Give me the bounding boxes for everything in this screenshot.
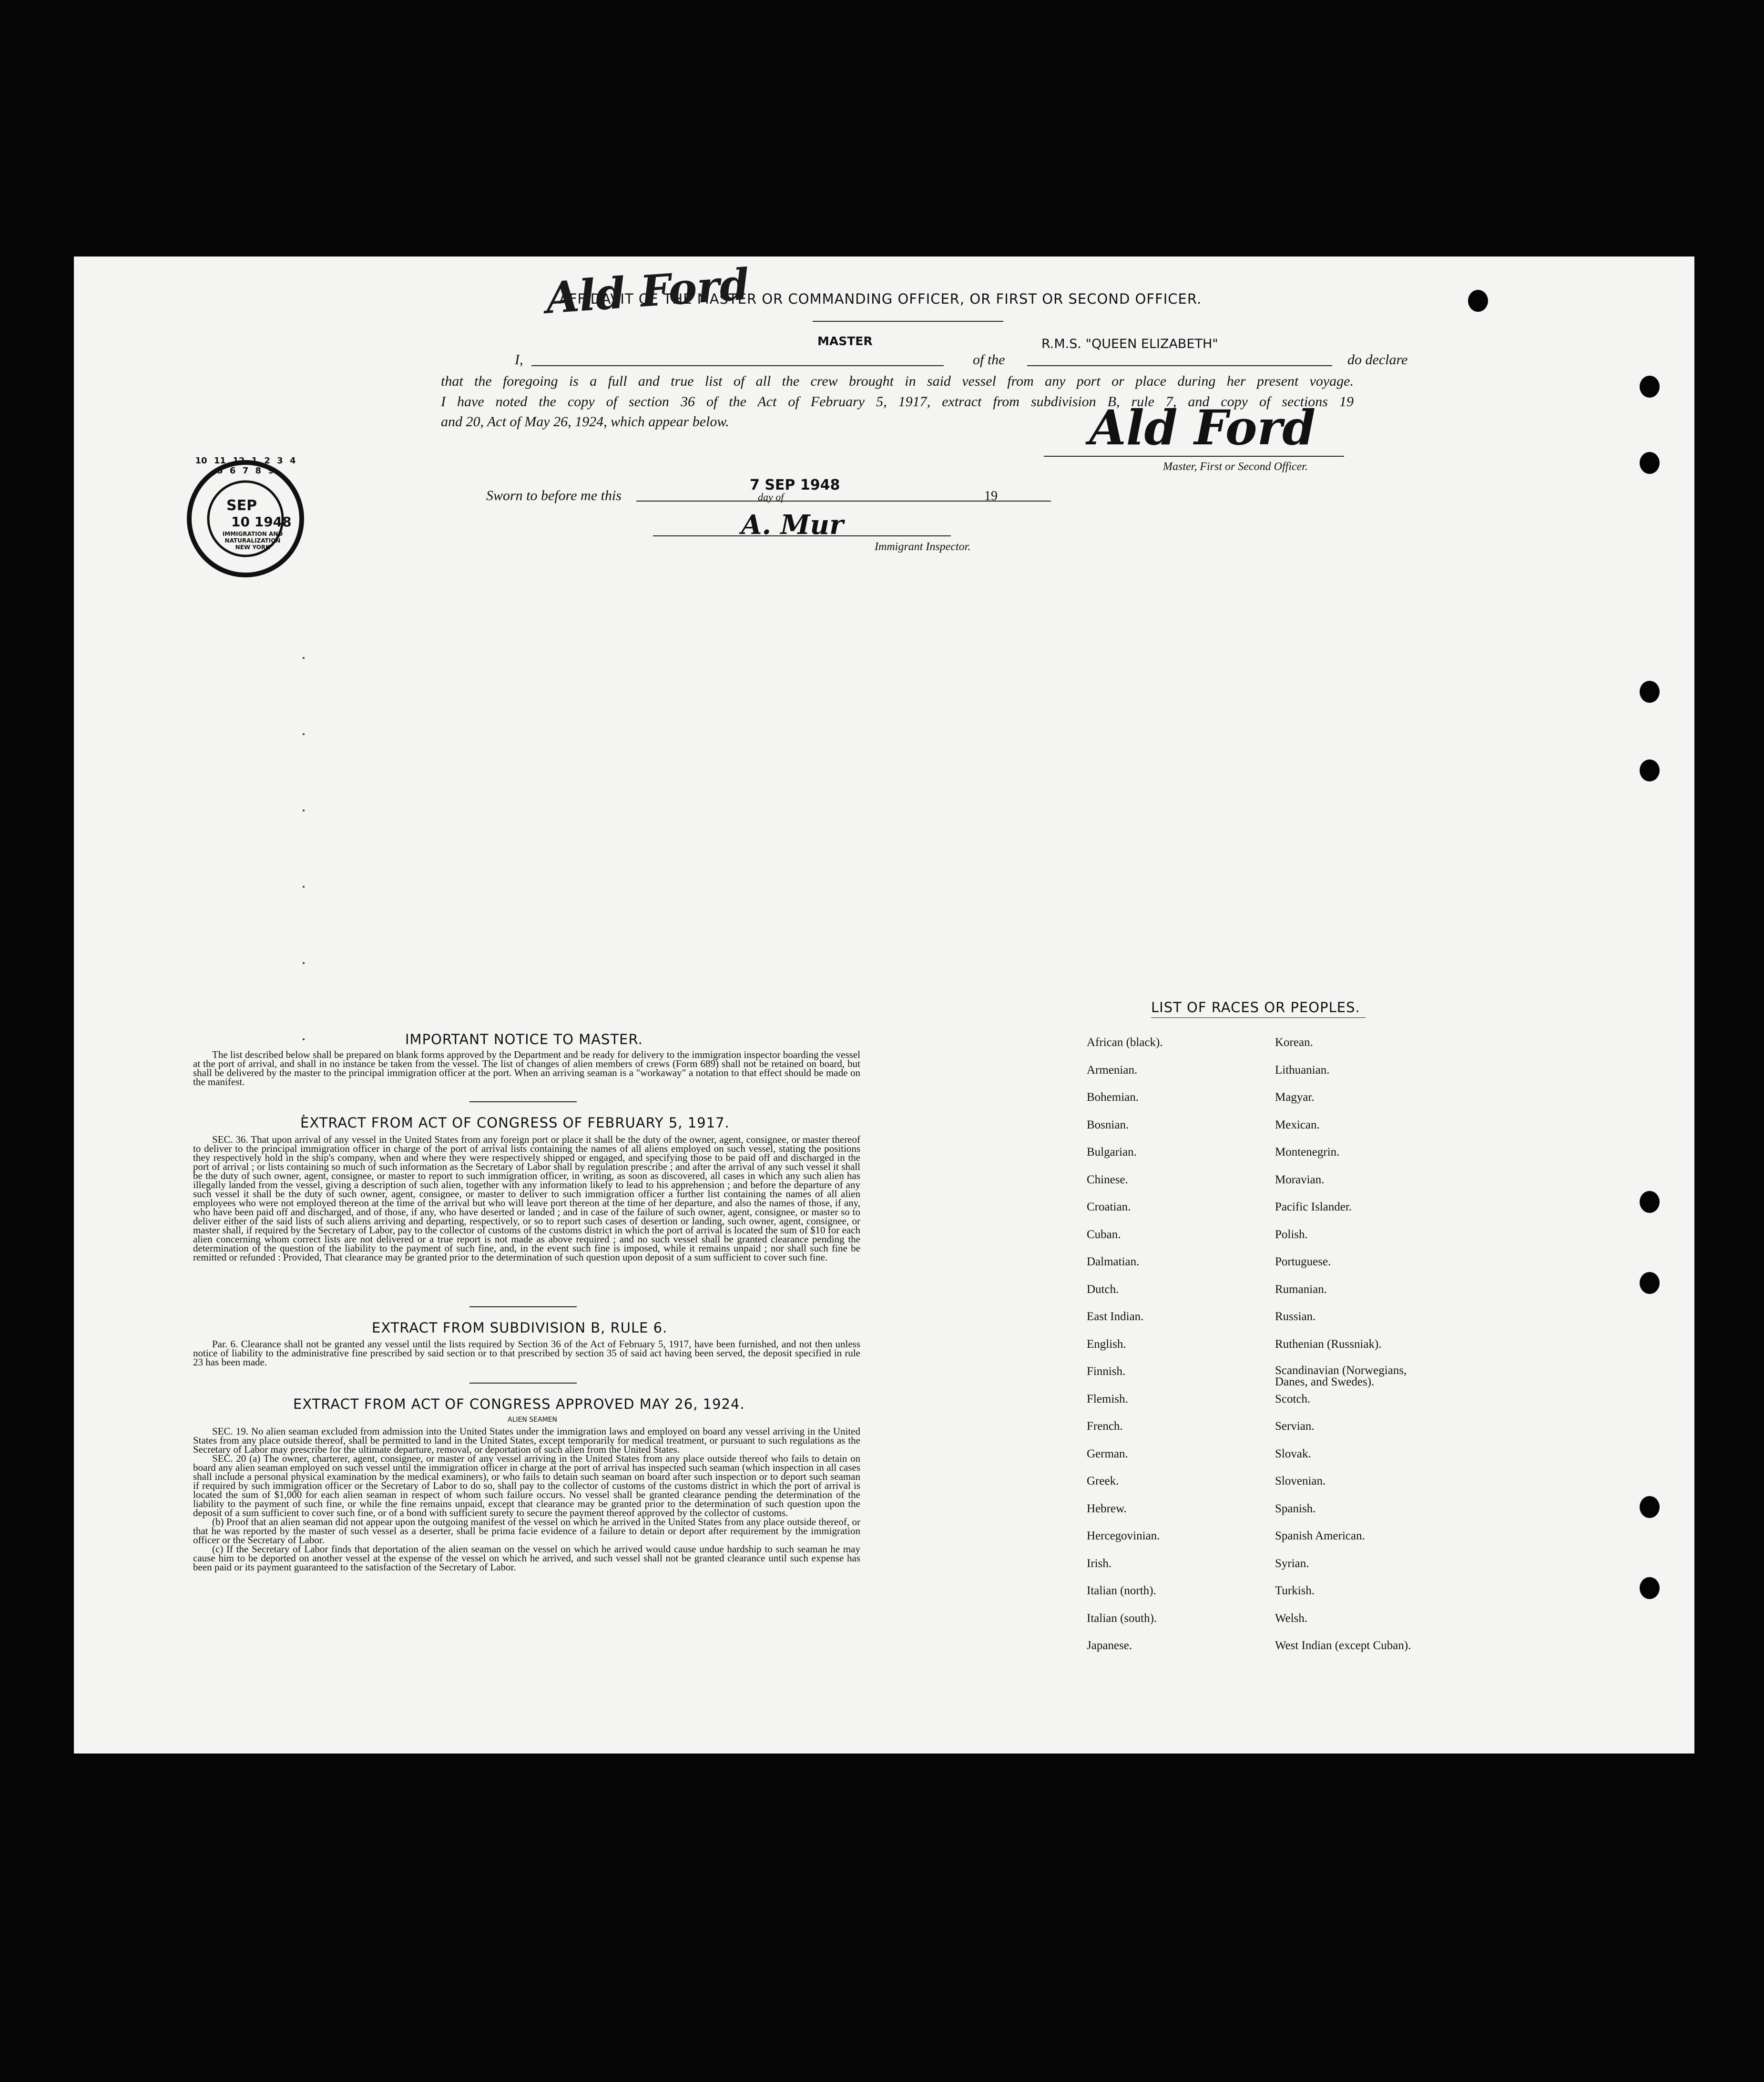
stamp-month: SEP	[226, 497, 257, 514]
do-declare-label: do declare	[1347, 352, 1408, 368]
affidavit-i: I,	[515, 352, 523, 368]
inspector-line	[653, 535, 951, 536]
race-item: Rumanian.	[1275, 1282, 1327, 1296]
stamp-number: 1	[251, 456, 258, 466]
race-item: Portuguese.	[1275, 1255, 1331, 1268]
punch-hole	[1640, 1272, 1660, 1294]
race-item: Bulgarian.	[1087, 1146, 1137, 1159]
races-title: LIST OF RACES OR PEOPLES.	[1151, 999, 1360, 1015]
extract-1924-p2: SEC. 20 (a) The owner, charterer, agent, consignee, or master of any vessel arriving in the United States from any place outside thereof who fails to detain on board any alien seaman employed on such vessel until the immigration officer in charge at the port of arrival has inspected such seaman (which inspection in all cases shall include a personal physical examination by the medical examiners), or who fails to detain such seaman on board after such inspection or to deport such seaman if required by such immigration officer or the Secretary of Labor to do so, shall pay to the collector of customs of the customs district in which the port of arrival is located the sum of $1,000 for each alien seaman in respect of whom such failure occurs. No vessel shall be granted clearance pending the determination of the liability to the payment of such fine, or while the fine remains unpaid, except that clearance may be granted prior to the determination of such question upon the deposit of a sum sufficient to cover such fine, or of a bond with sufficient surety to secure the payment thereof approved by the collector of customs.	[193, 1453, 860, 1518]
race-item: Japanese.	[1087, 1639, 1132, 1652]
race-item: Turkish.	[1275, 1584, 1315, 1597]
affidavit-line-2: that the foregoing is a full and true list of all the crew brought in said vessel from any port or place during her present voyage.	[441, 373, 1354, 389]
inspector-signature: A. Mur	[741, 509, 844, 541]
extract-1917-title: EXTRACT FROM ACT OF CONGRESS OF FEBRUARY 5, 1917.	[300, 1115, 730, 1131]
race-item: Syrian.	[1275, 1557, 1309, 1570]
race-item: Hercegovinian.	[1087, 1529, 1160, 1542]
race-item: Welsh.	[1275, 1611, 1308, 1625]
officer-signature-top: Ald Ford	[544, 259, 751, 324]
race-item: Slovenian.	[1275, 1475, 1326, 1487]
extract-rule-paragraph: Par. 6. Clearance shall not be granted any vessel until the lists required by Section 36 of the Act of February 5, 1917, have been furnished, and not then unless notice of liability to the administrative fine prescribed by said section or to that prescribed by section 35 of said act having been served, the deposit specified in rule 23 has been made.	[193, 1338, 860, 1368]
master-name-line	[531, 365, 944, 366]
race-item: Korean.	[1275, 1036, 1313, 1049]
stamp-number: 5	[217, 466, 223, 476]
year-prefix: 19	[984, 489, 998, 503]
race-item: Spanish.	[1275, 1502, 1316, 1515]
extract-1917-paragraph: SEC. 36. That upon arrival of any vessel in the United States from any foreign port or place it shall be the duty of the owner, agent, consignee, or master thereof to deliver to the principal immigration officer in charge of the port of arrival lists containing the names of all aliens employed on such vessel, stating the positions they respectively hold in the ship's company, when and where they were respectively shipped or engaged, and specifying those to be paid off and discharged in the port of arrival ; or lists containing so much of such information as the Secretary of Labor shall by regulation prescribe ; and after the arrival of any such vessel it shall be the duty of such owner, agent, consignee, or master to report to such immigration officer, in writing, as soon as discovered, all cases in which any such alien has illegally landed from the vessel, giving a description of such alien, together with any information likely to lead to his apprehension ; and before the departure of any such vessel it shall be the duty of such owner, agent, consignee, or master to deliver to such immigration officer a further list containing the names of all alien employees who were not employed thereon at the time of the arrival but who will leave port thereon at the time of her departure, and also the names of those, if any, who have been paid off and discharged, and of those, if any, who have deserted or landed ; and in case of the failure of such owner, agent, consignee, or master so to deliver either of the said lists of such aliens arriving and departing, respectively, or so to report such cases of desertion or landing, such owner, agent, consignee, or master shall, if required by the Secretary of Labor, pay to the collector of customs of the customs district in which the port of arrival is located the sum of $10 for each alien concerning whom correct lists are not delivered or a true report is not made as above required ; and no such vessel shall be granted clearance pending the determination of the question of the liability to the payment of such fine, and, in the event such fine is imposed, while it remains unpaid ; nor shall such fine be remitted or refunded : Provided, That clearance may be granted prior to the determination of such question upon deposit of a sum sufficient to cover such fine.	[193, 1134, 860, 1263]
signature-line	[1044, 456, 1344, 457]
master-label: MASTER	[817, 334, 873, 348]
document-page	[74, 256, 1694, 1754]
stamp-number: 6	[229, 466, 236, 476]
notice-title: IMPORTANT NOTICE TO MASTER.	[405, 1031, 643, 1047]
stamp-number: 12	[233, 456, 245, 466]
race-item: Moravian.	[1275, 1173, 1325, 1186]
stamp-number: 11	[214, 456, 226, 466]
race-item: Polish.	[1275, 1228, 1308, 1241]
signer-caption: Master, First or Second Officer.	[1163, 461, 1308, 473]
punch-hole	[1640, 681, 1660, 703]
divider	[469, 1101, 577, 1102]
race-item: Ruthenian (Russniak).	[1275, 1337, 1382, 1351]
stamp-day-year: 10 1948	[231, 514, 292, 530]
stamp-clock-numbers	[193, 456, 298, 476]
divider	[1151, 1017, 1366, 1018]
race-item: West Indian (except Cuban).	[1275, 1639, 1411, 1652]
race-item: Chinese.	[1087, 1173, 1128, 1186]
extract-rule-title: EXTRACT FROM SUBDIVISION B, RULE 6.	[372, 1320, 668, 1336]
divider	[813, 321, 1003, 322]
notice-body	[193, 1050, 860, 1087]
punch-hole	[1640, 1496, 1660, 1518]
inspector-caption: Immigrant Inspector.	[875, 541, 971, 553]
race-item: Magyar.	[1275, 1091, 1315, 1104]
race-item: Cuban.	[1087, 1228, 1121, 1241]
race-item: Bosnian.	[1087, 1118, 1129, 1131]
race-item: Flemish.	[1087, 1392, 1128, 1405]
divider	[469, 1306, 577, 1307]
race-item: Pacific Islander.	[1275, 1200, 1352, 1213]
race-item: Slovak.	[1275, 1447, 1311, 1460]
punch-hole	[1640, 759, 1660, 781]
extract-1924-p1: SEC. 19. No alien seaman excluded from admission into the United States under the immigration laws and employed on board any vessel arriving in the United States from any place outside thereof, shall be permitted to land in the United States, except temporarily for medical treatment, or pursuant to such regulations as the Secretary of Labor may prescribe for the ultimate departure, removal, or deportation of such alien from the United States.	[193, 1426, 860, 1455]
extract-1924-p3: (b) Proof that an alien seaman did not appear upon the outgoing manifest of the vessel on which he arrived in the United States from any place outside thereof, or that he was reported by the master of such vessel as a deserter, shall be prima facie evidence of a failure to detain or deport after requirement by the immigration officer or the Secretary of Labor.	[193, 1516, 860, 1546]
races-left-column	[1087, 1036, 1163, 1667]
race-item: German.	[1087, 1447, 1128, 1460]
vessel-name: R.M.S. "QUEEN ELIZABETH"	[1041, 337, 1218, 351]
punch-hole	[1640, 452, 1660, 474]
notice-paragraph: The list described below shall be prepared on blank forms approved by the Department and be ready for delivery to the immigration inspector boarding the vessel at the port of arrival, and shall in no instance be taken from the vessel. The list of changes of alien members of crews (Form 689) shall not be retained on board, but shall be delivered by the master to the principal immigration officer at the port. When an arriving seaman is a "workaway" a notation to that effect should be made on the manifest.	[193, 1049, 860, 1087]
race-item: Russian.	[1275, 1310, 1316, 1323]
extract-1924-p4: (c) If the Secretary of Labor finds that deportation of the alien seaman on the vessel on which he arrived would cause undue hardship to such seaman he may cause him to be deported on another vessel at the expense of the vessel on which he arrived, and such vessel shall not be granted clearance until such expense has been paid or its payment guaranteed to the satisfaction of the Secretary of Labor.	[193, 1543, 860, 1573]
race-item: Montenegrin.	[1275, 1146, 1340, 1159]
race-item: Lithuanian.	[1275, 1063, 1330, 1077]
race-item: Hebrew.	[1087, 1502, 1127, 1515]
sworn-date: 7 SEP 1948	[750, 477, 840, 493]
race-item: Croatian.	[1087, 1200, 1131, 1213]
stamp-number: 7	[242, 466, 249, 476]
stamp-text: IMMIGRATION AND NATURALIZATION NEW YORK	[222, 531, 283, 551]
races-right-column	[1275, 1036, 1432, 1667]
race-item: Italian (north).	[1087, 1584, 1156, 1597]
stamp-number: 8	[255, 466, 262, 476]
punch-hole	[1640, 1191, 1660, 1213]
affidavit-line-3: I have noted the copy of section 36 of the Act of February 5, 1917, extract from subdivision B, rule 7, and copy of sections 19	[441, 394, 1354, 410]
punch-hole	[1468, 290, 1488, 312]
race-item: Finnish.	[1087, 1365, 1126, 1378]
extract-rule-body	[193, 1340, 860, 1367]
race-item: Italian (south).	[1087, 1611, 1157, 1625]
race-item: Dutch.	[1087, 1282, 1119, 1296]
affidavit-line-4: and 20, Act of May 26, 1924, which appear below.	[441, 414, 729, 430]
race-item: Dalmatian.	[1087, 1255, 1140, 1268]
of-the-label: of the	[973, 352, 1005, 368]
vessel-line	[1027, 365, 1332, 366]
day-of-label: day of	[758, 491, 784, 503]
punch-hole	[1640, 376, 1660, 398]
race-item: Irish.	[1087, 1557, 1112, 1570]
extract-1924-body	[193, 1427, 860, 1572]
stamp-number: 10	[195, 456, 207, 466]
race-item: Greek.	[1087, 1475, 1119, 1487]
stamp-number: 3	[277, 456, 283, 466]
officer-signature: Ald Ford	[1089, 400, 1316, 456]
race-item: Mexican.	[1275, 1118, 1320, 1131]
sworn-label: Sworn to before me this	[486, 488, 622, 503]
affidavit-title: AFFIDAVIT OF THE MASTER OR COMMANDING OFFICER, OR FIRST OR SECOND OFFICER.	[559, 291, 1202, 307]
race-item: Scotch.	[1275, 1392, 1311, 1405]
extract-1924-subtitle: ALIEN SEAMEN	[508, 1416, 557, 1424]
stamp-number: 2	[264, 456, 270, 466]
race-item: Bohemian.	[1087, 1091, 1139, 1104]
race-item: East Indian.	[1087, 1310, 1144, 1323]
extract-1924-title: EXTRACT FROM ACT OF CONGRESS APPROVED MAY 26, 1924.	[293, 1396, 745, 1412]
stamp-number: 4	[289, 456, 296, 466]
punch-hole	[1640, 1577, 1660, 1599]
race-item: Spanish American.	[1275, 1529, 1365, 1542]
stamp-number: 9	[268, 466, 274, 476]
race-item: Scandinavian (Norwegians, Danes, and Swedes).	[1275, 1364, 1407, 1388]
race-item: Servian.	[1275, 1420, 1315, 1433]
race-item: English.	[1087, 1337, 1126, 1351]
divider	[469, 1383, 577, 1384]
race-item: African (black).	[1087, 1036, 1163, 1049]
race-item: Armenian.	[1087, 1063, 1138, 1077]
race-item: French.	[1087, 1420, 1123, 1433]
extract-1917-body	[193, 1135, 860, 1262]
